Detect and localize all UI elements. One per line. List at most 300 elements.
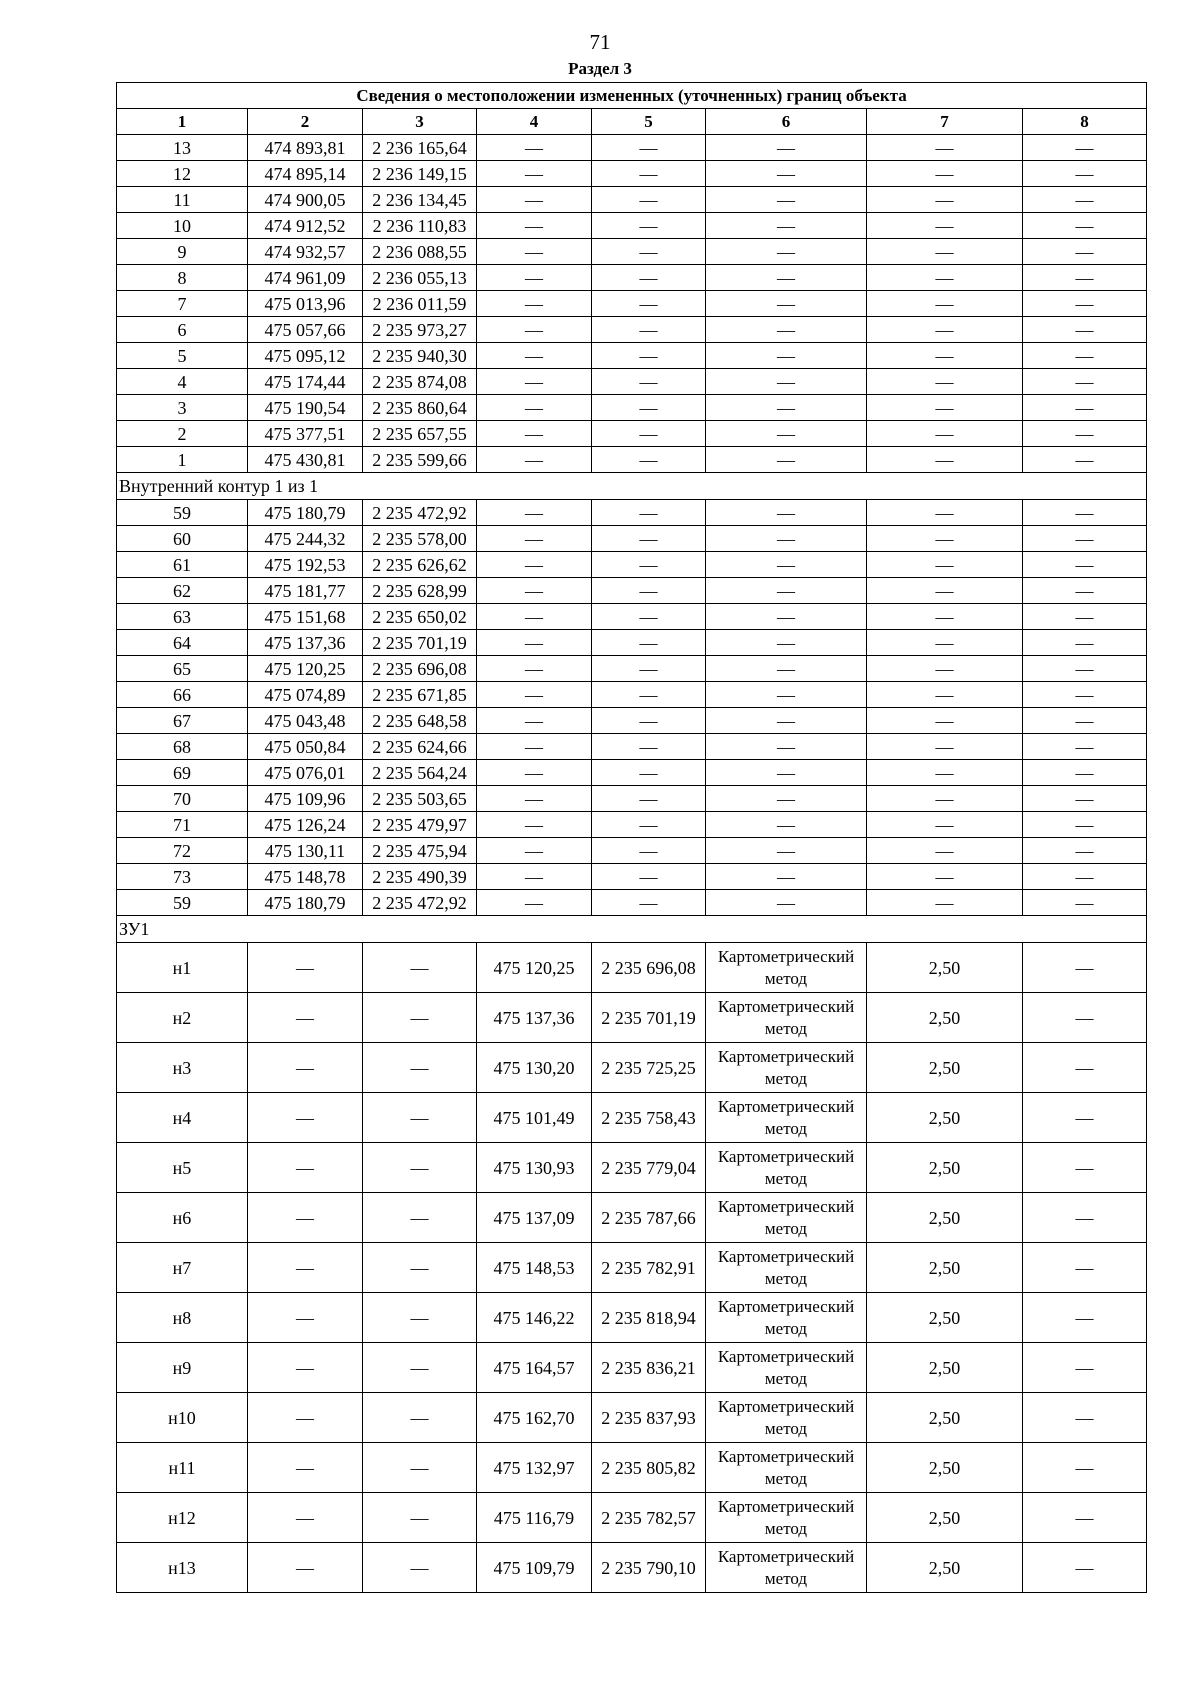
y-coordinate-cell: 2 236 149,15 <box>363 161 477 187</box>
empty-dash-cell: — <box>1023 604 1147 630</box>
method-cell: Картометрический метод <box>706 1493 867 1543</box>
empty-dash-cell: — <box>248 943 363 993</box>
empty-dash-cell: — <box>706 786 867 812</box>
empty-dash-cell: — <box>477 500 592 526</box>
table-row <box>117 1443 1147 1493</box>
empty-dash-cell: — <box>592 526 706 552</box>
empty-dash-cell: — <box>592 812 706 838</box>
precision-cell: 2,50 <box>867 1243 1023 1293</box>
table-row <box>117 161 1147 187</box>
empty-dash-cell: — <box>1023 864 1147 890</box>
empty-dash-cell: — <box>363 1543 477 1593</box>
empty-dash-cell: — <box>592 630 706 656</box>
empty-dash-cell: — <box>867 135 1023 161</box>
y-coordinate-cell: 2 235 657,55 <box>363 421 477 447</box>
empty-dash-cell: — <box>867 812 1023 838</box>
point-number-cell: 60 <box>117 526 248 552</box>
y-coordinate-cell: 2 235 648,58 <box>363 708 477 734</box>
empty-dash-cell: — <box>706 552 867 578</box>
empty-dash-cell: — <box>477 135 592 161</box>
table-row <box>117 395 1147 421</box>
empty-dash-cell: — <box>477 317 592 343</box>
table-row <box>117 213 1147 239</box>
empty-dash-cell: — <box>1023 1493 1147 1543</box>
new-y-coordinate-cell: 2 235 782,91 <box>592 1243 706 1293</box>
empty-dash-cell: — <box>1023 1443 1147 1493</box>
empty-dash-cell: — <box>363 1343 477 1393</box>
new-y-coordinate-cell: 2 235 701,19 <box>592 993 706 1043</box>
method-cell: Картометрический метод <box>706 1093 867 1143</box>
empty-dash-cell: — <box>477 708 592 734</box>
y-coordinate-cell: 2 235 973,27 <box>363 317 477 343</box>
empty-dash-cell: — <box>248 1293 363 1343</box>
empty-dash-cell: — <box>1023 1093 1147 1143</box>
table-row <box>117 838 1147 864</box>
empty-dash-cell: — <box>477 343 592 369</box>
empty-dash-cell: — <box>706 265 867 291</box>
empty-dash-cell: — <box>477 890 592 916</box>
empty-dash-cell: — <box>248 1093 363 1143</box>
x-coordinate-cell: 475 148,78 <box>248 864 363 890</box>
point-number-cell: н12 <box>117 1493 248 1543</box>
empty-dash-cell: — <box>867 890 1023 916</box>
point-number-cell: 66 <box>117 682 248 708</box>
new-y-coordinate-cell: 2 235 725,25 <box>592 1043 706 1093</box>
y-coordinate-cell: 2 235 650,02 <box>363 604 477 630</box>
column-header: 2 <box>248 109 363 135</box>
empty-dash-cell: — <box>867 760 1023 786</box>
method-cell: Картометрический метод <box>706 1143 867 1193</box>
empty-dash-cell: — <box>592 552 706 578</box>
empty-dash-cell: — <box>867 317 1023 343</box>
empty-dash-cell: — <box>867 552 1023 578</box>
point-number-cell: 7 <box>117 291 248 317</box>
point-number-cell: 70 <box>117 786 248 812</box>
empty-dash-cell: — <box>706 500 867 526</box>
x-coordinate-cell: 474 895,14 <box>248 161 363 187</box>
empty-dash-cell: — <box>1023 708 1147 734</box>
empty-dash-cell: — <box>477 239 592 265</box>
empty-dash-cell: — <box>248 1243 363 1293</box>
y-coordinate-cell: 2 236 088,55 <box>363 239 477 265</box>
empty-dash-cell: — <box>1023 578 1147 604</box>
empty-dash-cell: — <box>363 1193 477 1243</box>
precision-cell: 2,50 <box>867 1543 1023 1593</box>
point-number-cell: 5 <box>117 343 248 369</box>
y-coordinate-cell: 2 235 860,64 <box>363 395 477 421</box>
table-row <box>117 786 1147 812</box>
empty-dash-cell: — <box>1023 526 1147 552</box>
y-coordinate-cell: 2 236 055,13 <box>363 265 477 291</box>
table-row <box>117 187 1147 213</box>
empty-dash-cell: — <box>867 656 1023 682</box>
empty-dash-cell: — <box>592 213 706 239</box>
empty-dash-cell: — <box>592 734 706 760</box>
empty-dash-cell: — <box>867 864 1023 890</box>
precision-cell: 2,50 <box>867 993 1023 1043</box>
empty-dash-cell: — <box>592 291 706 317</box>
precision-cell: 2,50 <box>867 1493 1023 1543</box>
new-y-coordinate-cell: 2 235 818,94 <box>592 1293 706 1343</box>
empty-dash-cell: — <box>1023 395 1147 421</box>
method-cell: Картометрический метод <box>706 1393 867 1443</box>
table-row <box>117 343 1147 369</box>
empty-dash-cell: — <box>867 421 1023 447</box>
empty-dash-cell: — <box>867 682 1023 708</box>
empty-dash-cell: — <box>1023 265 1147 291</box>
method-cell: Картометрический метод <box>706 1193 867 1243</box>
x-coordinate-cell: 475 050,84 <box>248 734 363 760</box>
empty-dash-cell: — <box>363 1143 477 1193</box>
point-number-cell: 9 <box>117 239 248 265</box>
point-number-cell: н13 <box>117 1543 248 1593</box>
table-row <box>117 291 1147 317</box>
new-y-coordinate-cell: 2 235 758,43 <box>592 1093 706 1143</box>
precision-cell: 2,50 <box>867 943 1023 993</box>
new-x-coordinate-cell: 475 162,70 <box>477 1393 592 1443</box>
empty-dash-cell: — <box>1023 1393 1147 1443</box>
precision-cell: 2,50 <box>867 1393 1023 1443</box>
y-coordinate-cell: 2 235 564,24 <box>363 760 477 786</box>
empty-dash-cell: — <box>592 604 706 630</box>
empty-dash-cell: — <box>706 213 867 239</box>
empty-dash-cell: — <box>592 708 706 734</box>
empty-dash-cell: — <box>1023 369 1147 395</box>
point-number-cell: 69 <box>117 760 248 786</box>
empty-dash-cell: — <box>477 734 592 760</box>
point-number-cell: 59 <box>117 500 248 526</box>
empty-dash-cell: — <box>1023 734 1147 760</box>
precision-cell: 2,50 <box>867 1443 1023 1493</box>
table-title-row <box>117 83 1147 109</box>
point-number-cell: 1 <box>117 447 248 473</box>
empty-dash-cell: — <box>477 864 592 890</box>
empty-dash-cell: — <box>477 760 592 786</box>
precision-cell: 2,50 <box>867 1093 1023 1143</box>
new-x-coordinate-cell: 475 137,09 <box>477 1193 592 1243</box>
empty-dash-cell: — <box>363 993 477 1043</box>
y-coordinate-cell: 2 235 479,97 <box>363 812 477 838</box>
empty-dash-cell: — <box>706 682 867 708</box>
new-y-coordinate-cell: 2 235 696,08 <box>592 943 706 993</box>
table-row <box>117 552 1147 578</box>
empty-dash-cell: — <box>363 1243 477 1293</box>
point-number-cell: 8 <box>117 265 248 291</box>
empty-dash-cell: — <box>867 291 1023 317</box>
empty-dash-cell: — <box>1023 838 1147 864</box>
empty-dash-cell: — <box>706 526 867 552</box>
empty-dash-cell: — <box>1023 682 1147 708</box>
method-cell: Картометрический метод <box>706 1243 867 1293</box>
x-coordinate-cell: 475 057,66 <box>248 317 363 343</box>
new-y-coordinate-cell: 2 235 779,04 <box>592 1143 706 1193</box>
y-coordinate-cell: 2 235 624,66 <box>363 734 477 760</box>
x-coordinate-cell: 475 074,89 <box>248 682 363 708</box>
empty-dash-cell: — <box>706 343 867 369</box>
empty-dash-cell: — <box>592 656 706 682</box>
empty-dash-cell: — <box>363 1393 477 1443</box>
point-number-cell: 71 <box>117 812 248 838</box>
empty-dash-cell: — <box>248 1493 363 1543</box>
empty-dash-cell: — <box>248 1393 363 1443</box>
point-number-cell: н8 <box>117 1293 248 1343</box>
table-row <box>117 1343 1147 1393</box>
y-coordinate-cell: 2 235 874,08 <box>363 369 477 395</box>
x-coordinate-cell: 475 109,96 <box>248 786 363 812</box>
point-number-cell: 59 <box>117 890 248 916</box>
column-header: 7 <box>867 109 1023 135</box>
empty-dash-cell: — <box>592 838 706 864</box>
point-number-cell: 6 <box>117 317 248 343</box>
method-cell: Картометрический метод <box>706 1543 867 1593</box>
point-number-cell: 72 <box>117 838 248 864</box>
empty-dash-cell: — <box>1023 1143 1147 1193</box>
empty-dash-cell: — <box>1023 1543 1147 1593</box>
table-title: Сведения о местоположении измененных (уточненных) границ объекта <box>117 83 1147 109</box>
empty-dash-cell: — <box>477 161 592 187</box>
empty-dash-cell: — <box>1023 135 1147 161</box>
empty-dash-cell: — <box>477 630 592 656</box>
point-number-cell: 2 <box>117 421 248 447</box>
table-row <box>117 760 1147 786</box>
empty-dash-cell: — <box>592 161 706 187</box>
empty-dash-cell: — <box>1023 239 1147 265</box>
empty-dash-cell: — <box>867 604 1023 630</box>
point-number-cell: 11 <box>117 187 248 213</box>
y-coordinate-cell: 2 235 472,92 <box>363 890 477 916</box>
new-x-coordinate-cell: 475 164,57 <box>477 1343 592 1393</box>
empty-dash-cell: — <box>1023 161 1147 187</box>
method-cell: Картометрический метод <box>706 1343 867 1393</box>
empty-dash-cell: — <box>706 187 867 213</box>
empty-dash-cell: — <box>1023 500 1147 526</box>
x-coordinate-cell: 475 076,01 <box>248 760 363 786</box>
empty-dash-cell: — <box>363 1293 477 1343</box>
table-row <box>117 578 1147 604</box>
new-x-coordinate-cell: 475 101,49 <box>477 1093 592 1143</box>
empty-dash-cell: — <box>248 1343 363 1393</box>
empty-dash-cell: — <box>248 1443 363 1493</box>
empty-dash-cell: — <box>1023 943 1147 993</box>
empty-dash-cell: — <box>248 1143 363 1193</box>
section-title: Раздел 3 <box>568 59 632 78</box>
empty-dash-cell: — <box>1023 343 1147 369</box>
empty-dash-cell: — <box>867 369 1023 395</box>
empty-dash-cell: — <box>706 656 867 682</box>
new-y-coordinate-cell: 2 235 836,21 <box>592 1343 706 1393</box>
point-number-cell: н9 <box>117 1343 248 1393</box>
table-row <box>117 682 1147 708</box>
point-number-cell: 61 <box>117 552 248 578</box>
y-coordinate-cell: 2 235 472,92 <box>363 500 477 526</box>
empty-dash-cell: — <box>477 395 592 421</box>
point-number-cell: 65 <box>117 656 248 682</box>
empty-dash-cell: — <box>706 838 867 864</box>
empty-dash-cell: — <box>248 1193 363 1243</box>
point-number-cell: 64 <box>117 630 248 656</box>
empty-dash-cell: — <box>867 343 1023 369</box>
empty-dash-cell: — <box>592 395 706 421</box>
point-number-cell: 12 <box>117 161 248 187</box>
y-coordinate-cell: 2 235 701,19 <box>363 630 477 656</box>
empty-dash-cell: — <box>867 838 1023 864</box>
empty-dash-cell: — <box>592 265 706 291</box>
table-row <box>117 1193 1147 1243</box>
empty-dash-cell: — <box>363 943 477 993</box>
point-number-cell: н7 <box>117 1243 248 1293</box>
column-header: 5 <box>592 109 706 135</box>
y-coordinate-cell: 2 235 599,66 <box>363 447 477 473</box>
empty-dash-cell: — <box>477 369 592 395</box>
empty-dash-cell: — <box>867 500 1023 526</box>
point-number-cell: 3 <box>117 395 248 421</box>
empty-dash-cell: — <box>867 265 1023 291</box>
table-row <box>117 317 1147 343</box>
point-number-cell: н10 <box>117 1393 248 1443</box>
empty-dash-cell: — <box>867 578 1023 604</box>
empty-dash-cell: — <box>867 786 1023 812</box>
x-coordinate-cell: 475 137,36 <box>248 630 363 656</box>
table-row <box>117 1243 1147 1293</box>
empty-dash-cell: — <box>1023 1193 1147 1243</box>
precision-cell: 2,50 <box>867 1143 1023 1193</box>
empty-dash-cell: — <box>867 526 1023 552</box>
empty-dash-cell: — <box>592 500 706 526</box>
y-coordinate-cell: 2 236 110,83 <box>363 213 477 239</box>
empty-dash-cell: — <box>363 1493 477 1543</box>
empty-dash-cell: — <box>1023 812 1147 838</box>
empty-dash-cell: — <box>1023 447 1147 473</box>
empty-dash-cell: — <box>867 187 1023 213</box>
empty-dash-cell: — <box>867 161 1023 187</box>
empty-dash-cell: — <box>1023 786 1147 812</box>
point-number-cell: 63 <box>117 604 248 630</box>
point-number-cell: 62 <box>117 578 248 604</box>
table-row <box>117 135 1147 161</box>
empty-dash-cell: — <box>363 1093 477 1143</box>
inner-contour-row <box>117 473 1147 500</box>
empty-dash-cell: — <box>706 890 867 916</box>
new-x-coordinate-cell: 475 120,25 <box>477 943 592 993</box>
x-coordinate-cell: 475 181,77 <box>248 578 363 604</box>
x-coordinate-cell: 475 180,79 <box>248 890 363 916</box>
new-x-coordinate-cell: 475 130,20 <box>477 1043 592 1093</box>
method-cell: Картометрический метод <box>706 1293 867 1343</box>
table-row <box>117 239 1147 265</box>
column-header-row <box>117 109 1147 135</box>
column-header: 4 <box>477 109 592 135</box>
point-number-cell: н6 <box>117 1193 248 1243</box>
empty-dash-cell: — <box>477 187 592 213</box>
new-y-coordinate-cell: 2 235 782,57 <box>592 1493 706 1543</box>
empty-dash-cell: — <box>1023 421 1147 447</box>
new-x-coordinate-cell: 475 109,79 <box>477 1543 592 1593</box>
table-row <box>117 630 1147 656</box>
x-coordinate-cell: 475 190,54 <box>248 395 363 421</box>
empty-dash-cell: — <box>706 708 867 734</box>
empty-dash-cell: — <box>1023 1243 1147 1293</box>
x-coordinate-cell: 475 130,11 <box>248 838 363 864</box>
point-number-cell: 68 <box>117 734 248 760</box>
point-number-cell: н11 <box>117 1443 248 1493</box>
zu-section-row <box>117 916 1147 943</box>
table-row <box>117 604 1147 630</box>
table-row <box>117 708 1147 734</box>
column-header: 6 <box>706 109 867 135</box>
empty-dash-cell: — <box>867 708 1023 734</box>
x-coordinate-cell: 475 095,12 <box>248 343 363 369</box>
x-coordinate-cell: 475 180,79 <box>248 500 363 526</box>
empty-dash-cell: — <box>363 1043 477 1093</box>
empty-dash-cell: — <box>477 447 592 473</box>
table-row <box>117 1043 1147 1093</box>
empty-dash-cell: — <box>706 317 867 343</box>
empty-dash-cell: — <box>1023 890 1147 916</box>
table-row <box>117 943 1147 993</box>
precision-cell: 2,50 <box>867 1293 1023 1343</box>
x-coordinate-cell: 475 174,44 <box>248 369 363 395</box>
empty-dash-cell: — <box>706 604 867 630</box>
table-row <box>117 890 1147 916</box>
empty-dash-cell: — <box>363 1443 477 1493</box>
empty-dash-cell: — <box>706 734 867 760</box>
empty-dash-cell: — <box>477 421 592 447</box>
column-header: 8 <box>1023 109 1147 135</box>
point-number-cell: 73 <box>117 864 248 890</box>
table-row <box>117 421 1147 447</box>
empty-dash-cell: — <box>867 239 1023 265</box>
table-row <box>117 1493 1147 1543</box>
new-y-coordinate-cell: 2 235 790,10 <box>592 1543 706 1593</box>
empty-dash-cell: — <box>706 812 867 838</box>
inner-contour-row-label: Внутренний контур 1 из 1 <box>117 473 1147 500</box>
x-coordinate-cell: 474 961,09 <box>248 265 363 291</box>
table-row <box>117 265 1147 291</box>
new-x-coordinate-cell: 475 146,22 <box>477 1293 592 1343</box>
empty-dash-cell: — <box>1023 993 1147 1043</box>
empty-dash-cell: — <box>592 786 706 812</box>
y-coordinate-cell: 2 236 134,45 <box>363 187 477 213</box>
empty-dash-cell: — <box>592 135 706 161</box>
empty-dash-cell: — <box>592 421 706 447</box>
table-row <box>117 447 1147 473</box>
y-coordinate-cell: 2 236 011,59 <box>363 291 477 317</box>
precision-cell: 2,50 <box>867 1343 1023 1393</box>
empty-dash-cell: — <box>706 161 867 187</box>
table-row <box>117 864 1147 890</box>
new-x-coordinate-cell: 475 116,79 <box>477 1493 592 1543</box>
y-coordinate-cell: 2 235 696,08 <box>363 656 477 682</box>
new-x-coordinate-cell: 475 137,36 <box>477 993 592 1043</box>
column-header: 1 <box>117 109 248 135</box>
empty-dash-cell: — <box>867 213 1023 239</box>
method-cell: Картометрический метод <box>706 1443 867 1493</box>
method-cell: Картометрический метод <box>706 993 867 1043</box>
empty-dash-cell: — <box>477 291 592 317</box>
x-coordinate-cell: 475 151,68 <box>248 604 363 630</box>
y-coordinate-cell: 2 235 671,85 <box>363 682 477 708</box>
column-header: 3 <box>363 109 477 135</box>
empty-dash-cell: — <box>477 578 592 604</box>
empty-dash-cell: — <box>1023 552 1147 578</box>
empty-dash-cell: — <box>477 682 592 708</box>
x-coordinate-cell: 474 893,81 <box>248 135 363 161</box>
table-row <box>117 993 1147 1043</box>
table-row <box>117 1143 1147 1193</box>
empty-dash-cell: — <box>1023 213 1147 239</box>
y-coordinate-cell: 2 235 940,30 <box>363 343 477 369</box>
method-cell: Картометрический метод <box>706 1043 867 1093</box>
